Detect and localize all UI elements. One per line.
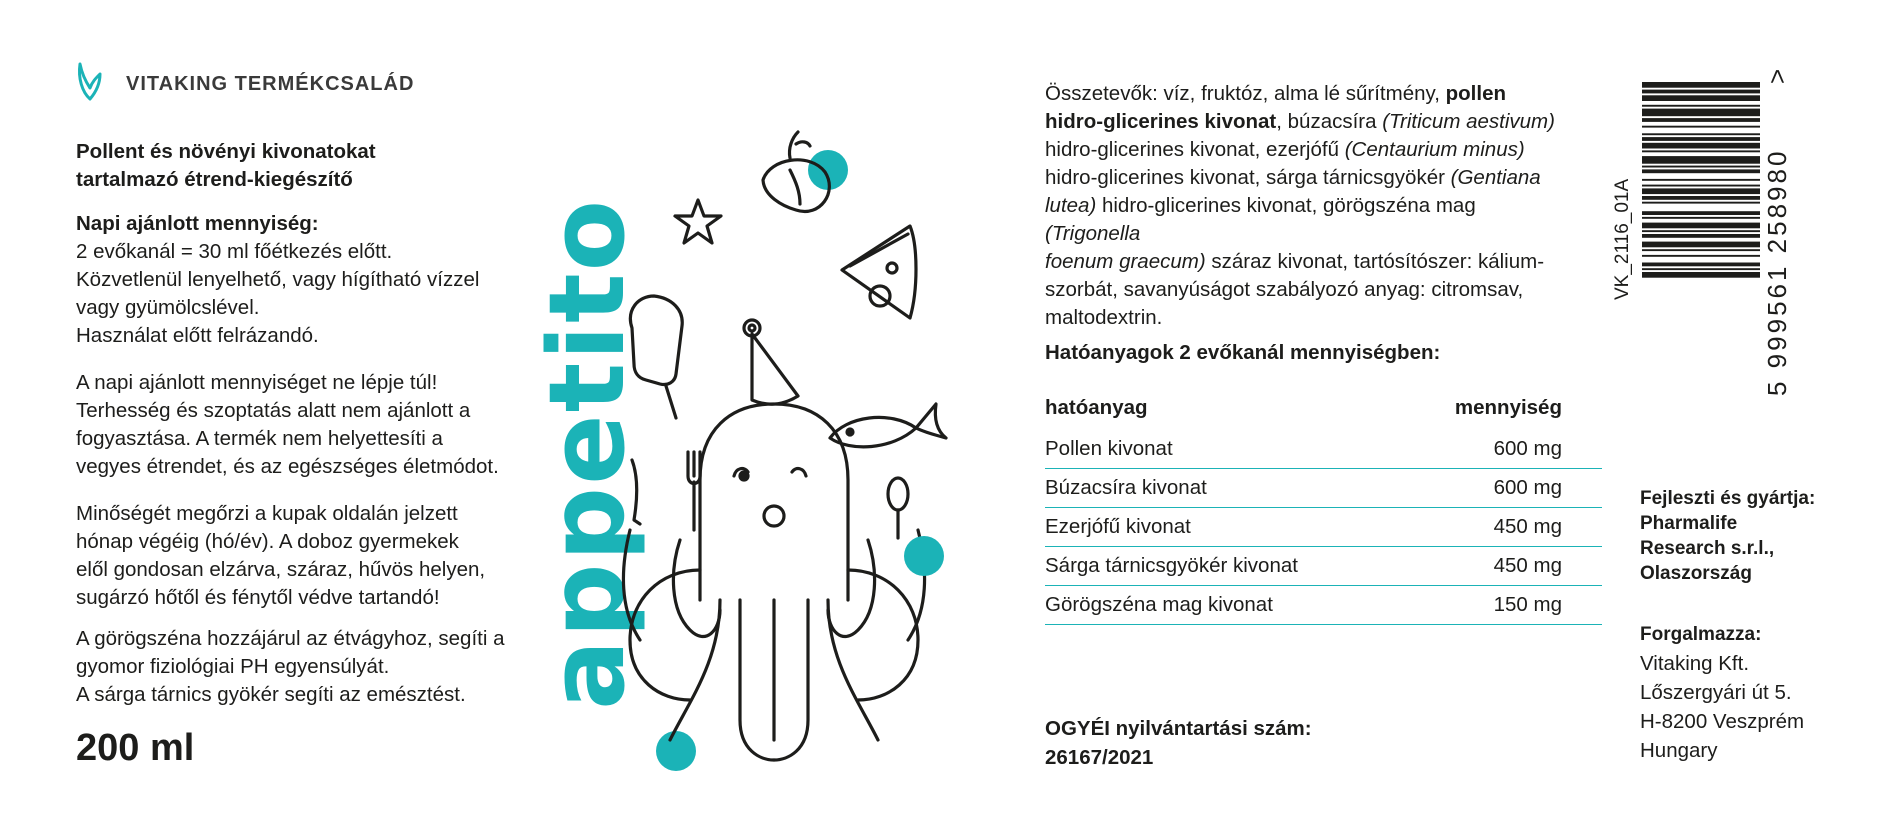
volume-label: 200 ml bbox=[76, 727, 195, 769]
registration-number: 26167/2021 bbox=[1045, 746, 1154, 769]
barcode-bar bbox=[1642, 166, 1760, 168]
distributor-line: Lőszergyári út 5. bbox=[1640, 681, 1792, 704]
active-ingredients-title: Hatóanyagok 2 evőkanál mennyiségben: bbox=[1045, 341, 1441, 364]
barcode-bar bbox=[1642, 234, 1760, 238]
barcode-bar bbox=[1642, 268, 1760, 270]
barcode-bar bbox=[1642, 185, 1760, 187]
leaf-icon bbox=[76, 62, 104, 107]
text-run: (Centaurium minus) bbox=[1344, 138, 1525, 161]
substance-name: Görögszéna mag kivonat bbox=[1045, 586, 1397, 625]
product-name: appetito bbox=[526, 197, 648, 710]
barcode-bar bbox=[1642, 143, 1760, 149]
barcode-bar bbox=[1642, 156, 1760, 164]
illustration bbox=[520, 100, 1000, 780]
barcode-bar bbox=[1642, 90, 1760, 94]
table-header-row bbox=[1045, 396, 1602, 430]
text-run: szorbát, savanyúságot szabályozó anyag: citromsav, bbox=[1045, 278, 1524, 301]
distributor-line: H-8200 Veszprém bbox=[1640, 710, 1805, 733]
barcode-bar bbox=[1642, 242, 1760, 248]
barcode-bar bbox=[1642, 249, 1760, 251]
registration-label: OGYÉI nyilvántartási szám: bbox=[1045, 717, 1312, 740]
barcode-block bbox=[1600, 70, 1800, 400]
substance-name: Pollen kivonat bbox=[1045, 430, 1397, 469]
ingredient-line bbox=[1045, 304, 1565, 332]
barcode-bar bbox=[1642, 150, 1760, 152]
table-row bbox=[1045, 586, 1602, 625]
party-hat-icon bbox=[744, 320, 798, 404]
brand-family-label: VITAKING TERMÉKCSALÁD bbox=[126, 73, 415, 95]
barcode-bar bbox=[1642, 169, 1760, 173]
table-row bbox=[1045, 508, 1602, 547]
barcode-bar bbox=[1642, 255, 1760, 257]
ingredient-line bbox=[1045, 248, 1565, 276]
octopus-icon bbox=[623, 404, 924, 760]
barcode-code: VK_2116_01A bbox=[1612, 178, 1633, 300]
barcode-bar bbox=[1642, 118, 1760, 122]
substance-amount: 600 mg bbox=[1397, 430, 1602, 469]
text-run: lutea) bbox=[1045, 194, 1097, 217]
text-run: hidro-glicerines kivonat, ezerjófű bbox=[1045, 138, 1345, 161]
distributor-block bbox=[1640, 620, 1870, 765]
fish-icon bbox=[830, 404, 946, 447]
star-icon bbox=[675, 200, 721, 243]
table-row bbox=[1045, 469, 1602, 508]
text-run: foenum graecum) bbox=[1045, 250, 1206, 273]
barcode-digits: 5 999561 258980 bbox=[1762, 148, 1792, 396]
registration-block bbox=[1045, 714, 1312, 772]
brand-header bbox=[76, 62, 414, 107]
substance-amount: 150 mg bbox=[1397, 586, 1602, 625]
barcode-bar bbox=[1642, 95, 1760, 101]
column-header-amount: mennyiség bbox=[1454, 396, 1562, 419]
usage-line: Közvetlenül lenyelhető, vagy hígítható vízzel bbox=[76, 268, 480, 291]
active-ingredients-table bbox=[1045, 396, 1602, 625]
substance-amount: 450 mg bbox=[1397, 508, 1602, 547]
storage-line: sugárzó hőtől és fénytől védve tartandó! bbox=[76, 586, 440, 609]
manufacturer-block bbox=[1640, 486, 1870, 586]
ingredient-line bbox=[1045, 80, 1565, 108]
barcode-bar bbox=[1642, 202, 1760, 204]
storage-line: Minőségét megőrzi a kupak oldalán jelzett bbox=[76, 502, 458, 525]
manufacturer-line: Olaszország bbox=[1640, 563, 1752, 584]
ingredient-line bbox=[1045, 108, 1565, 136]
benefit-line: A sárga tárnics gyökér segíti az emésztést. bbox=[76, 683, 466, 706]
barcode-bar bbox=[1642, 105, 1760, 107]
warning-line: Terhesség és szoptatás alatt nem ajánlott a bbox=[76, 399, 471, 422]
barcode-bar bbox=[1642, 133, 1760, 135]
text-run: hidro-glicerines kivonat, sárga tárnicsgyökér bbox=[1045, 166, 1451, 189]
usage-line: vagy gyümölcslével. bbox=[76, 296, 260, 319]
teal-accent-dot bbox=[904, 536, 944, 576]
description-line: tartalmazó étrend-kiegészítő bbox=[76, 168, 353, 191]
benefit-line: gyomor fiziológiai PH egyensúlyát. bbox=[76, 655, 390, 678]
barcode-bar bbox=[1642, 211, 1760, 215]
barcode-bar bbox=[1642, 272, 1760, 278]
distributor-line: Vitaking Kft. bbox=[1640, 652, 1750, 675]
benefits-section bbox=[76, 625, 516, 709]
text-run: (Triticum aestivum) bbox=[1382, 110, 1555, 133]
storage-section bbox=[76, 500, 516, 612]
ingredient-line bbox=[1045, 276, 1565, 304]
barcode-bar bbox=[1642, 217, 1760, 219]
text-run: pollen bbox=[1445, 82, 1506, 105]
storage-line: elől gondosan elzárva, száraz, hűvös helyen, bbox=[76, 558, 486, 581]
teal-dot bbox=[656, 731, 696, 771]
manufacturer-line: Research s.r.l., bbox=[1640, 538, 1775, 559]
text-run: hidro-glicerines kivonat bbox=[1045, 110, 1277, 133]
substance-name: Ezerjófű kivonat bbox=[1045, 508, 1397, 547]
table-row bbox=[1045, 547, 1602, 586]
barcode-bar bbox=[1642, 223, 1760, 229]
barcode-bars bbox=[1642, 82, 1760, 278]
description-line: Pollent és növényi kivonatokat bbox=[76, 140, 376, 163]
text-run: (Gentiana bbox=[1450, 166, 1541, 189]
barcode-arrow: > bbox=[1762, 70, 1792, 84]
manufacturer-line: Pharmalife bbox=[1640, 513, 1738, 534]
text-run: , búzacsíra bbox=[1276, 110, 1383, 133]
radish-icon bbox=[763, 132, 848, 211]
barcode-bar bbox=[1642, 263, 1760, 267]
substance-name: Sárga tárnicsgyökér kivonat bbox=[1045, 547, 1397, 586]
warning-line: A napi ajánlott mennyiséget ne lépje túl! bbox=[76, 371, 438, 394]
pizza-slice-icon bbox=[842, 226, 916, 318]
table-row bbox=[1045, 430, 1602, 469]
barcode-bar bbox=[1642, 126, 1760, 128]
ingredient-line bbox=[1045, 164, 1565, 192]
barcode-bar bbox=[1642, 230, 1760, 232]
barcode-bar bbox=[1642, 179, 1760, 181]
distributor-title: Forgalmazza: bbox=[1640, 624, 1762, 645]
substance-name: Búzacsíra kivonat bbox=[1045, 469, 1397, 508]
usage-line: 2 evőkanál = 30 ml főétkezés előtt. bbox=[76, 240, 393, 263]
barcode-bar bbox=[1642, 196, 1760, 200]
ingredient-line bbox=[1045, 192, 1565, 248]
fork-icon bbox=[688, 452, 700, 530]
spoon-icon bbox=[888, 478, 908, 538]
manufacturer-line: Fejleszti és gyártja: bbox=[1640, 488, 1816, 509]
text-run: (Trigonella bbox=[1045, 222, 1141, 245]
barcode-bar bbox=[1642, 188, 1760, 194]
usage-title: Napi ajánlott mennyiség: bbox=[76, 212, 319, 235]
text-run: Összetevők: víz, fruktóz, alma lé sűrítmény, bbox=[1045, 82, 1446, 105]
storage-line: hónap végéig (hó/év). A doboz gyermekek bbox=[76, 530, 459, 553]
product-description bbox=[76, 138, 496, 194]
warning-line: fogyasztása. A termék nem helyettesíti a bbox=[76, 427, 443, 450]
substance-amount: 600 mg bbox=[1397, 469, 1602, 508]
barcode-bar bbox=[1642, 82, 1760, 88]
ingredient-line bbox=[1045, 136, 1565, 164]
text-run: maltodextrin. bbox=[1045, 306, 1163, 329]
usage-section bbox=[76, 210, 516, 350]
text-run: hidro-glicerines kivonat, görögszéna mag bbox=[1096, 194, 1476, 217]
warnings-section bbox=[76, 369, 516, 481]
substance-amount: 450 mg bbox=[1397, 547, 1602, 586]
usage-line: Használat előtt felrázandó. bbox=[76, 324, 319, 347]
benefit-line: A görögszéna hozzájárul az étvágyhoz, segíti a bbox=[76, 627, 505, 650]
barcode-bar bbox=[1642, 109, 1760, 117]
text-run: száraz kivonat, tartósítószer: kálium- bbox=[1205, 250, 1545, 273]
distributor-line: Hungary bbox=[1640, 739, 1718, 762]
barcode-bar bbox=[1642, 137, 1760, 141]
column-header-substance: hatóanyag bbox=[1045, 396, 1148, 419]
ingredients-text bbox=[1045, 80, 1565, 332]
warning-line: vegyes étrendet, és az egészséges életmódot. bbox=[76, 455, 499, 478]
